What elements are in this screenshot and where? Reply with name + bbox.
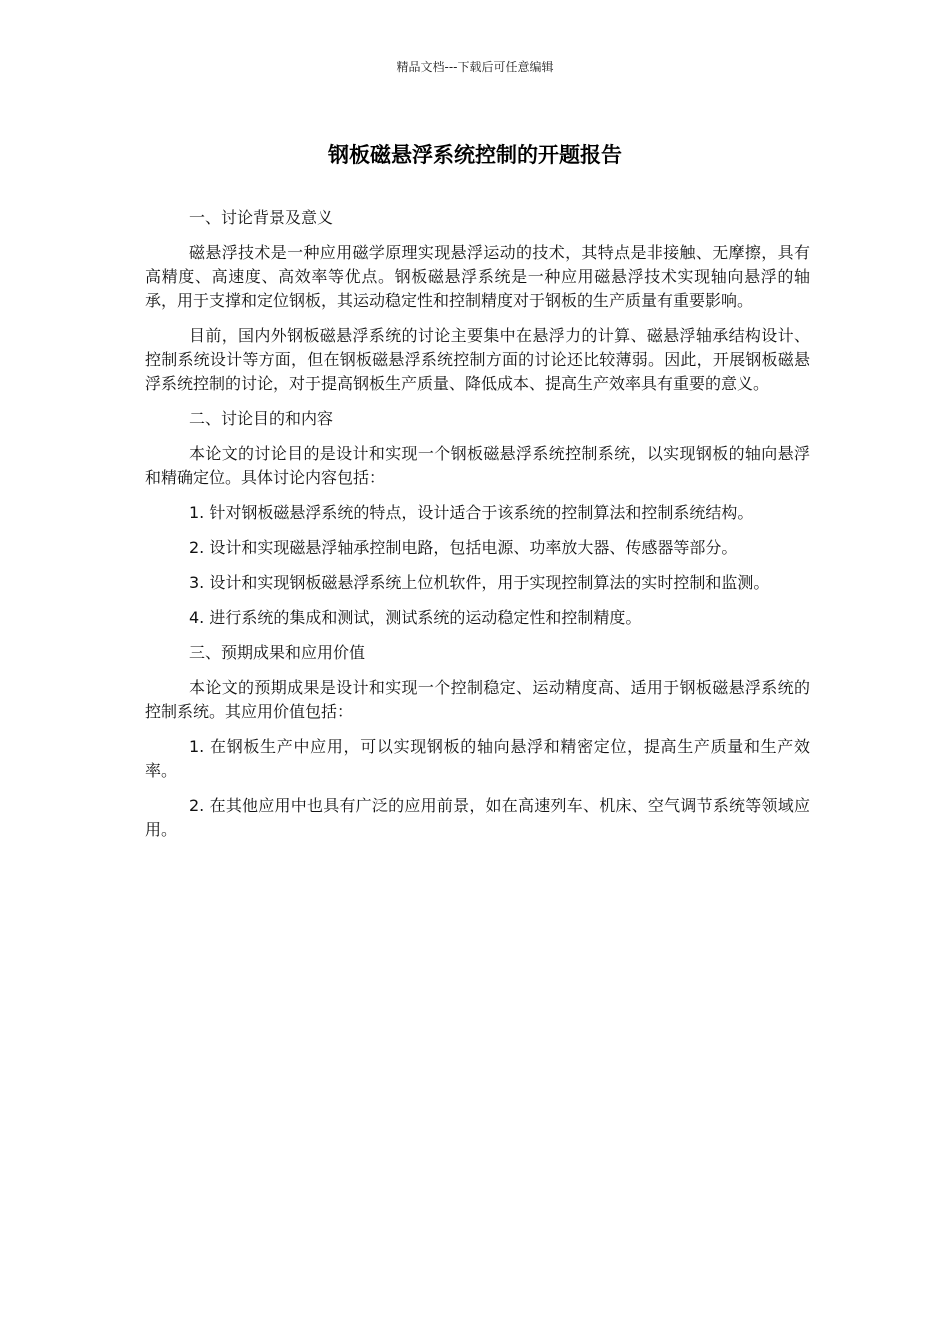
paragraph-outcomes: 本论文的预期成果是设计和实现一个控制稳定、运动精度高、适用于钢板磁悬浮系统的控制系统。其应用价值包括：	[145, 678, 810, 721]
paragraph-objectives: 本论文的讨论目的是设计和实现一个钢板磁悬浮系统控制系统，以实现钢板的轴向悬浮和精确定位。具体讨论内容包括：	[145, 444, 810, 487]
list-item-objective-2: 2. 设计和实现磁悬浮轴承控制电路，包括电源、功率放大器、传感器等部分。	[189, 538, 738, 557]
header-note: 精品文档---下载后可任意编辑	[396, 60, 554, 74]
list-item-objective-3: 3. 设计和实现钢板磁悬浮系统上位机软件，用于实现控制算法的实时控制和监测。	[189, 573, 770, 592]
list-item-outcome-2: 2. 在其他应用中也具有广泛的应用前景，如在高速列车、机床、空气调节系统等领域应用。	[145, 796, 810, 839]
document-title: 钢板磁悬浮系统控制的开题报告	[328, 143, 622, 167]
section-heading-objectives: 二、讨论目的和内容	[189, 409, 334, 428]
paragraph-background-1: 磁悬浮技术是一种应用磁学原理实现悬浮运动的技术，其特点是非接触、无摩擦，具有高精度、高速度、高效率等优点。钢板磁悬浮系统是一种应用磁悬浮技术实现轴向悬浮的轴承，用于支撑和定位钢板，其运动稳定性和控制精度对于钢板的生产质量有重要影响。	[145, 243, 810, 310]
list-item-outcome-1: 1. 在钢板生产中应用，可以实现钢板的轴向悬浮和精密定位，提高生产质量和生产效率。	[145, 737, 810, 780]
paragraph-background-2: 目前，国内外钢板磁悬浮系统的讨论主要集中在悬浮力的计算、磁悬浮轴承结构设计、控制系统设计等方面，但在钢板磁悬浮系统控制方面的讨论还比较薄弱。因此，开展钢板磁悬浮系统控制的讨论，对于提高钢板生产质量、降低成本、提高生产效率具有重要的意义。	[145, 326, 810, 393]
list-item-objective-1: 1. 针对钢板磁悬浮系统的特点，设计适合于该系统的控制算法和控制系统结构。	[189, 503, 754, 522]
list-item-objective-4: 4. 进行系统的集成和测试，测试系统的运动稳定性和控制精度。	[189, 608, 642, 627]
section-heading-background: 一、讨论背景及意义	[189, 208, 334, 227]
document-body	[145, 206, 810, 853]
section-heading-outcomes: 三、预期成果和应用价值	[189, 643, 366, 662]
